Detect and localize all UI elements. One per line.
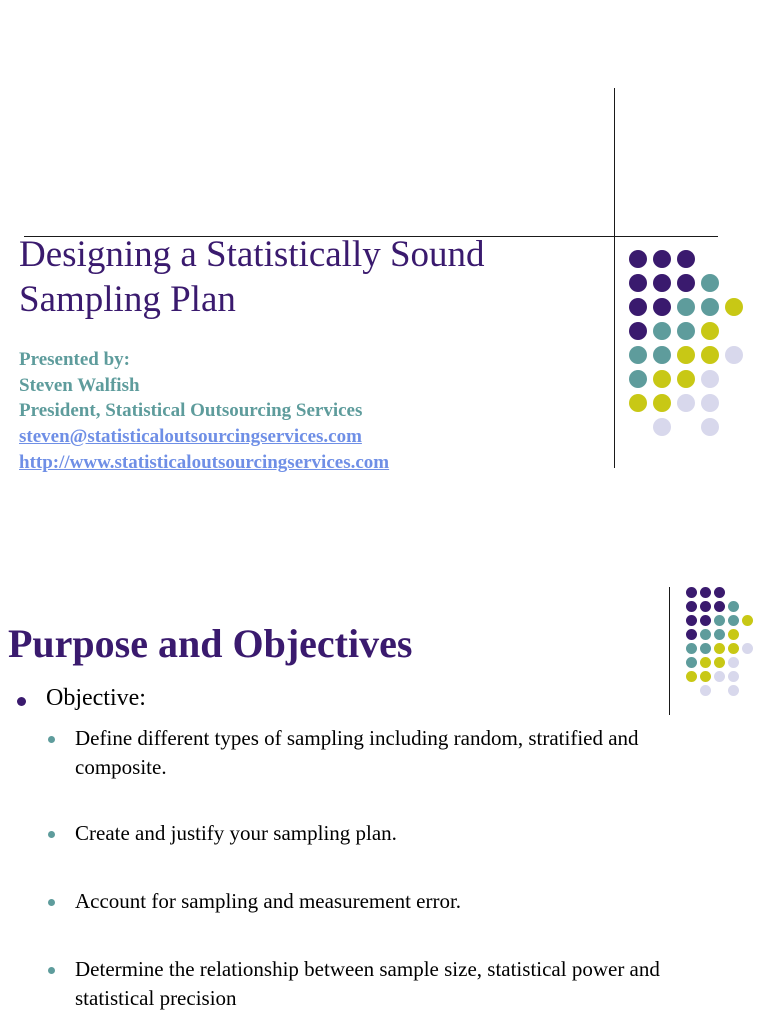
dot-purple	[686, 629, 697, 640]
dot-lime	[700, 657, 711, 668]
vertical-divider	[614, 88, 615, 468]
presenter-info	[19, 347, 609, 476]
dot-lime	[714, 657, 725, 668]
presentation-title	[19, 232, 599, 322]
dot-teal	[728, 601, 739, 612]
dot-teal	[653, 322, 671, 340]
vertical-divider	[669, 587, 670, 715]
presented-by-label: Presented by:	[19, 349, 130, 370]
dot-teal	[714, 615, 725, 626]
dot-teal	[686, 643, 697, 654]
dot-teal	[701, 298, 719, 316]
dot-lavender	[728, 671, 739, 682]
email-link[interactable]: steven@statisticaloutsourcingservices.com	[19, 426, 362, 448]
dot-lime	[725, 298, 743, 316]
dot-teal	[701, 274, 719, 292]
dot-purple	[686, 587, 697, 598]
dot-teal	[653, 346, 671, 364]
dot-lavender	[742, 643, 753, 654]
dot-purple	[629, 322, 647, 340]
objectives-slide	[0, 540, 768, 1024]
dot-lavender	[728, 657, 739, 668]
dot-purple	[677, 250, 695, 268]
dot-purple	[700, 615, 711, 626]
dot-lime	[677, 346, 695, 364]
dot-lime	[629, 394, 647, 412]
dot-lime	[686, 671, 697, 682]
dot-purple	[629, 298, 647, 316]
dot-purple	[677, 274, 695, 292]
website-link[interactable]: http://www.statisticaloutsourcingservices.com	[19, 451, 390, 473]
dot-purple	[653, 298, 671, 316]
sub-bullet-sample-size: Determine the relationship between sample size, statistical power and statistical precision	[75, 955, 735, 1013]
slide-title: Purpose and Objectives	[8, 621, 413, 666]
dot-lime	[714, 643, 725, 654]
dot-purple	[700, 601, 711, 612]
title-line-2: Sampling Plan	[19, 279, 236, 320]
dot-lime	[728, 629, 739, 640]
dot-lime	[653, 370, 671, 388]
dot-lavender	[728, 685, 739, 696]
dot-teal	[677, 298, 695, 316]
sub-bullet-sampling-types: Define different types of sampling including random, stratified and composite.	[75, 724, 735, 782]
dot-lavender	[701, 370, 719, 388]
dot-purple	[653, 274, 671, 292]
dot-teal	[700, 629, 711, 640]
title-line-1: Designing a Statistically Sound	[19, 234, 485, 275]
presenter-position: President, Statistical Outsourcing Services	[19, 400, 363, 422]
dot-teal	[629, 346, 647, 364]
dot-lime	[742, 615, 753, 626]
dot-lime	[700, 671, 711, 682]
dot-purple	[653, 250, 671, 268]
dot-lavender	[677, 394, 695, 412]
dot-lavender	[714, 671, 725, 682]
dot-purple	[714, 601, 725, 612]
presenter-name: Steven Walfish	[19, 374, 140, 396]
dot-lavender	[701, 394, 719, 412]
dot-teal	[714, 629, 725, 640]
dot-lavender	[700, 685, 711, 696]
dot-purple	[686, 615, 697, 626]
sub-bullet-error: Account for sampling and measurement error.	[75, 887, 735, 916]
dot-lime	[653, 394, 671, 412]
dot-teal	[629, 370, 647, 388]
dot-lime	[701, 322, 719, 340]
objective-bullet: Objective:	[46, 685, 146, 711]
dot-teal	[728, 615, 739, 626]
dot-purple	[714, 587, 725, 598]
dot-purple	[686, 601, 697, 612]
dot-purple	[629, 250, 647, 268]
dot-lime	[728, 643, 739, 654]
dot-lavender	[725, 346, 743, 364]
dot-lime	[701, 346, 719, 364]
dot-purple	[629, 274, 647, 292]
sub-bullet-sampling-plan: Create and justify your sampling plan.	[75, 819, 735, 848]
dot-teal	[700, 643, 711, 654]
dot-lime	[677, 370, 695, 388]
dot-lavender	[701, 418, 719, 436]
dot-teal	[686, 657, 697, 668]
dot-teal	[677, 322, 695, 340]
dot-purple	[700, 587, 711, 598]
dot-lavender	[653, 418, 671, 436]
